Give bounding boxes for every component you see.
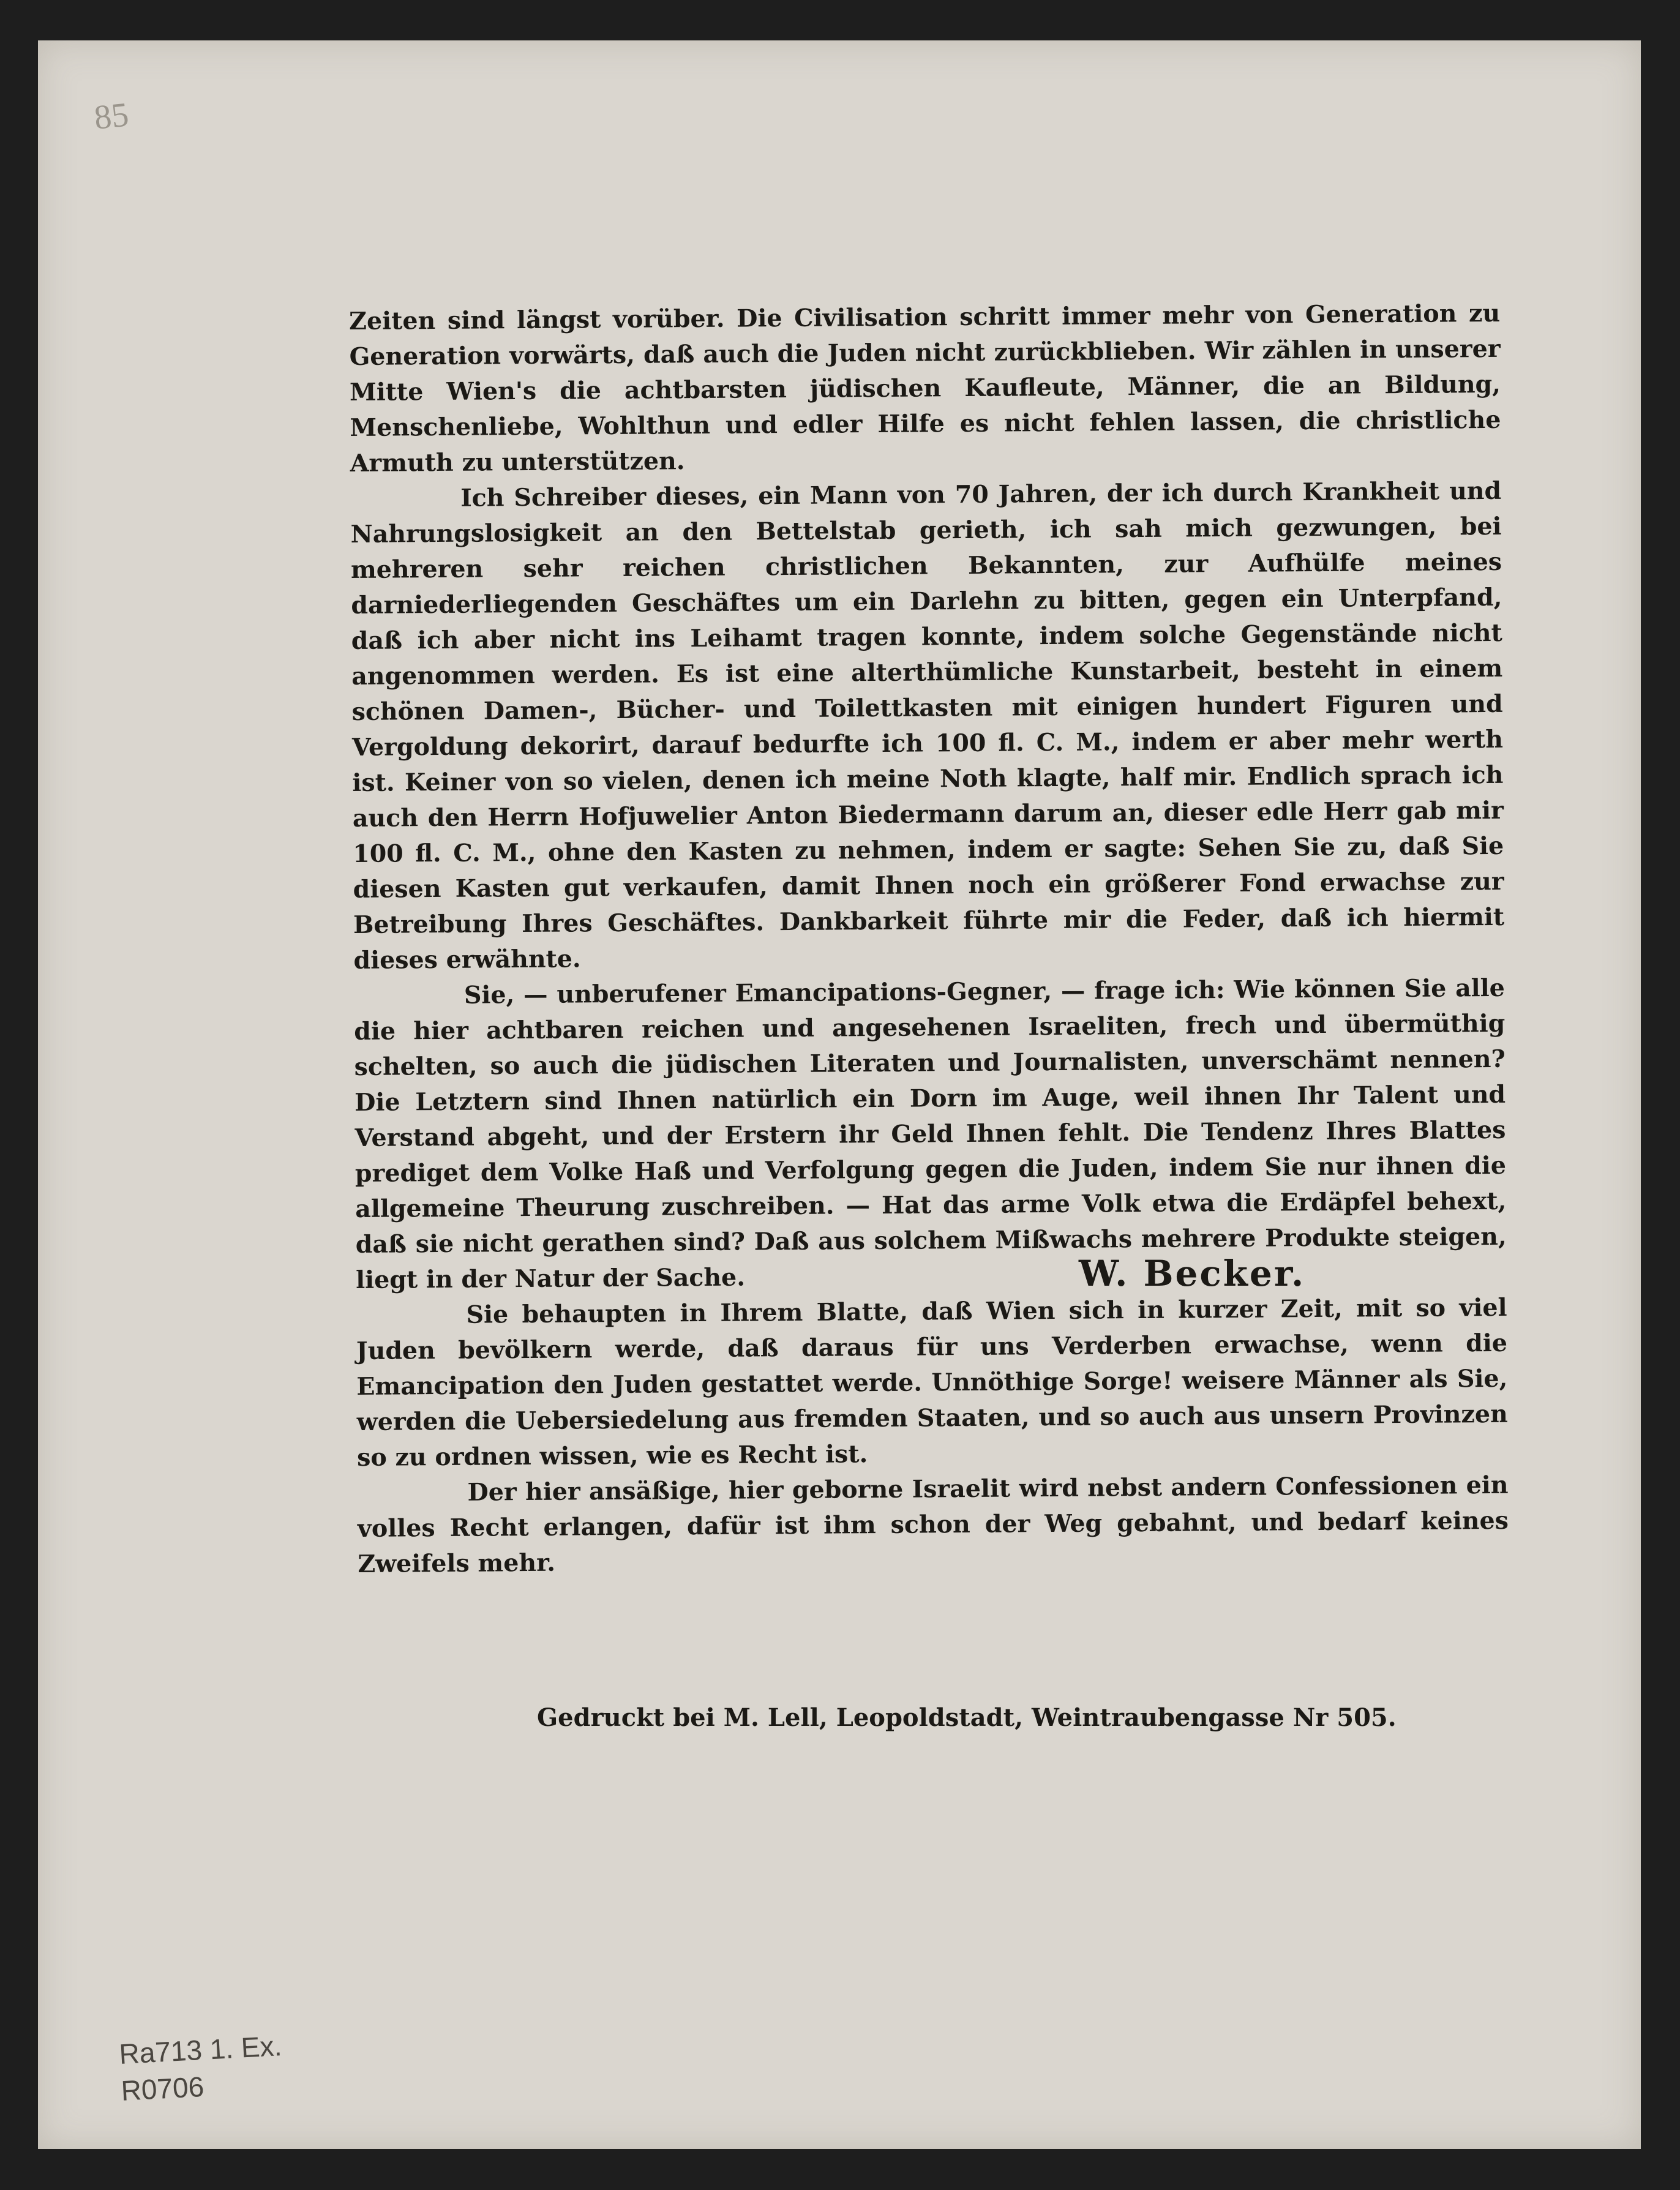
page-number: 85	[92, 96, 131, 137]
paragraph-3: Sie, — unberufener Emancipations-Gegner, — frage ich: Wie können Sie alle die hier achtbaren reichen und angesehenen Israeliten, frech und übermüthig schelten, so auch die jüdischen Literaten und Journalisten, unverschämt nennen? Die Letztern sind Ihnen natürlich ein Dorn im Auge, weil ihnen Ihr Talent und Verstand abgeht, und der Erstern ihr Geld Ihnen fehlt. Die Tendenz Ihres Blattes prediget dem Volke Haß und Verfolgung gegen die Juden, indem Sie nur ihnen die allgemeine Theurung zuschreiben. — Hat das arme Volk etwa die Erdäpfel behext, daß sie nicht gerathen sind? Daß aus solchem Mißwachs mehrere Produkte steigen, liegt in der Natur der Sache.	[354, 973, 1507, 1294]
shelfmark-line-2: R0706	[120, 2070, 205, 2107]
paragraph-4: Sie behaupten in Ihrem Blatte, daß Wien sich in kurzer Zeit, mit so viel Juden bevölkern werde, daß daraus für uns Verderben erwachse, wenn die Emancipation den Juden gestattet werde. Unnöthige Sorge! weisere Männer als Sie, werden die Uebersiedelung aus fremden Staaten, und so auch aus unsern Provinzen so zu ordnen wissen, wie es Recht ist.	[356, 1293, 1508, 1472]
shelfmark-note	[118, 2027, 285, 2109]
paragraph-1: Zeiten sind längst vorüber. Die Civilisation schritt immer mehr von Generation zu Generation vorwärts, daß auch die Juden nicht zurückblieben. Wir zählen in unserer Mitte Wien's die achtbarsten jüdischen Kaufleute, Männer, die an Bildung, Menschenliebe, Wohlthun und edler Hilfe es nicht fehlen lassen, die christliche Armuth zu unterstützen.	[349, 299, 1501, 478]
paragraph-2: Ich Schreiber dieses, ein Mann von 70 Jahren, der ich durch Krankheit und Nahrungslosigkeit an den Bettelstab gerieth, ich sah mich gezwungen, bei mehreren sehr reichen christlichen Bekannten, zur Aufhülfe meines darniederliegenden Geschäftes um ein Darlehn zu bitten, gegen ein Unterpfand, daß ich aber nicht ins Leihamt tragen konnte, indem solche Gegenstände nicht angenommen werden. Es ist eine alterthümliche Kunstarbeit, besteht in einem schönen Damen-, Bücher- und Toilettkasten mit einigen hundert Figuren und Vergoldung dekorirt, darauf bedurfte ich 100 fl. C. M., indem er aber mehr werth ist. Keiner von so vielen, denen ich meine Noth klagte, half mir. Endlich sprach ich auch den Herrn Hofjuwelier Anton Biedermann darum an, dieser edle Herr gab mir 100 fl. C. M., ohne den Kasten zu nehmen, indem er sagte: Sehen Sie zu, daß Sie diesen Kasten gut verkaufen, damit Ihnen noch ein größerer Fond erwachse zur Betreibung Ihres Geschäftes. Dankbarkeit führte mir die Feder, daß ich hiermit dieses erwähnte.	[350, 476, 1505, 975]
printer-imprint: Gedruckt bei M. Lell, Leopoldstadt, Weintraubengasse Nr 505.	[537, 1703, 1397, 1732]
document-page	[38, 40, 1641, 2149]
shelfmark-line-1: Ra713 1. Ex.	[118, 2030, 283, 2070]
paragraph-5: Der hier ansäßige, hier geborne Israelit wird nebst andern Confessionen ein volles Recht erlangen, dafür ist ihm schon der Weg gebahnt, und bedarf keines Zweifels mehr.	[357, 1471, 1509, 1578]
signature: W. Becker.	[1079, 1253, 1306, 1294]
body-text	[349, 296, 1509, 1582]
